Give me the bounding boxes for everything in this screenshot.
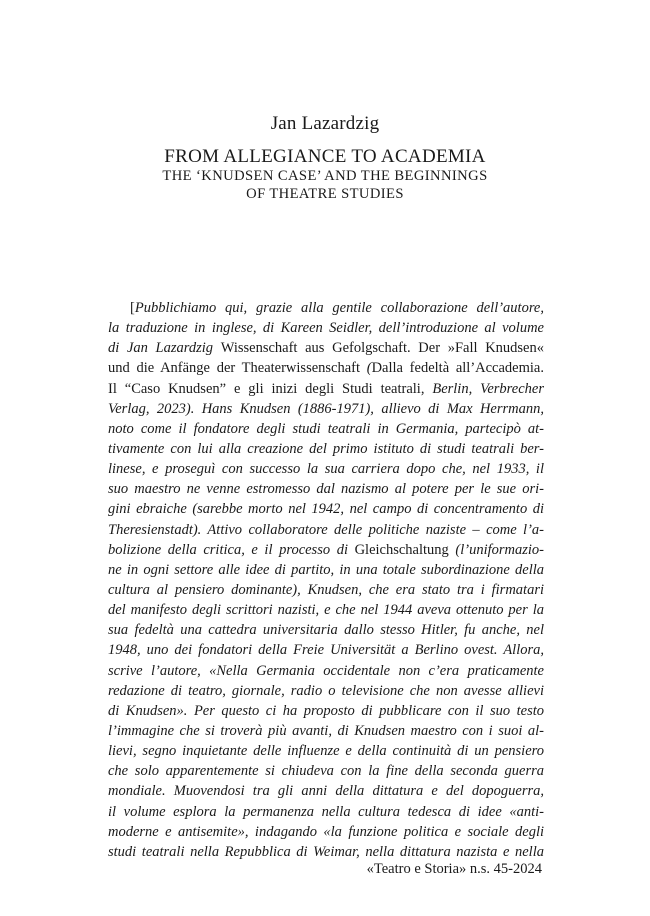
text-run: di Knudsen». Per questo ci ha proposto di pubblicare con il suo testo bbox=[108, 702, 544, 719]
text-run: noto come il fondatore degli studi teatrali in Germania, partecipò at- bbox=[108, 420, 544, 437]
text-run: 1948, uno dei fondatori della Freie Universität a Berlino ovest. Allora, bbox=[108, 642, 544, 659]
text-line bbox=[108, 439, 544, 459]
text-line bbox=[108, 721, 544, 741]
text-line bbox=[108, 520, 544, 540]
text-run: scrive l’autore, «Nella Germania occidentale non c’era praticamente bbox=[108, 662, 544, 679]
text-line bbox=[108, 781, 544, 801]
text-run: la traduzione in inglese, di Kareen Seidler, dell’introduzione al volume bbox=[108, 320, 544, 337]
text-line bbox=[108, 701, 544, 721]
text-run: del manifesto degli scrittori nazisti, e che nel 1944 aveva ottenuto per la bbox=[108, 602, 544, 619]
text-line bbox=[108, 540, 544, 560]
journal-citation: «Teatro e Storia» n.s. 45-2024 bbox=[366, 861, 542, 877]
text-line bbox=[108, 479, 544, 499]
text-line bbox=[108, 358, 544, 378]
text-run: und die Anfänge der Theaterwissenschaft bbox=[108, 360, 367, 377]
text-run: l’immagine che si troverà più avanti, di Knudsen maestro con i suoi al- bbox=[108, 722, 544, 739]
text-run: Berlin, Verbrecher bbox=[432, 380, 544, 397]
text-line bbox=[108, 399, 544, 419]
text-run: Wissenschaft aus Gefolgschaft. Der »Fall Knudsen« bbox=[220, 340, 544, 357]
text-run: linese, e proseguì con successo la sua carriera dopo che, nel 1933, il bbox=[108, 461, 544, 478]
text-line bbox=[108, 499, 544, 519]
text-line bbox=[108, 580, 544, 600]
text-run: di Jan Lazardzig bbox=[108, 340, 221, 357]
text-line bbox=[108, 560, 544, 580]
text-run: che solo apparentemente si chiudeva con la fine della seconda guerra bbox=[108, 763, 544, 780]
editorial-note-paragraph bbox=[108, 298, 544, 862]
text-run: ne in ogni settore alle idee di partito, in una totale subordinazione della bbox=[108, 561, 544, 578]
text-line bbox=[108, 379, 544, 399]
text-run: ( bbox=[366, 360, 372, 377]
text-line bbox=[108, 822, 544, 842]
text-run: bolizione della critica, e il processo di bbox=[108, 541, 355, 558]
text-line bbox=[108, 661, 544, 681]
text-run: Gleichschaltung bbox=[354, 541, 449, 558]
text-run: lievi, segno inquietante delle influenze e della continuità di un pensiero bbox=[108, 743, 544, 760]
text-line bbox=[108, 459, 544, 479]
text-line bbox=[108, 761, 544, 781]
text-run: Verlag, 2023). Hans Knudsen (1886-1971), allievo di Max Herrmann, bbox=[108, 400, 544, 417]
text-run: cultura al pensiero dominante), Knudsen, che era stato tra i firmatari bbox=[108, 581, 544, 598]
text-run: il volume esplora la permanenza nella cultura tedesca di idee «anti- bbox=[108, 803, 544, 820]
text-line bbox=[108, 681, 544, 701]
text-line bbox=[108, 741, 544, 761]
text-run: gini ebraiche (sarebbe morto nel 1942, nel campo di concentramento di bbox=[108, 501, 544, 518]
text-run: [ bbox=[130, 300, 135, 316]
text-line bbox=[108, 802, 544, 822]
text-run: moderne e antisemite», indagando «la funzione politica e sociale degli bbox=[108, 823, 544, 840]
text-line bbox=[108, 600, 544, 620]
text-run: suo maestro ne venne estromesso dal nazismo al potere per le sue ori- bbox=[108, 481, 544, 498]
article-subtitle-line-2: OF THEATRE STUDIES bbox=[246, 186, 404, 202]
text-run: tivamente con lui alla creazione del primo istituto di studi teatrali ber- bbox=[108, 440, 544, 457]
text-run: Il “Caso Knudsen” e gli inizi degli Studi teatrali, bbox=[108, 380, 433, 397]
text-line bbox=[108, 298, 544, 318]
text-line bbox=[108, 620, 544, 640]
article-title: FROM ALLEGIANCE TO ACADEMIA bbox=[164, 146, 486, 167]
author-name: Jan Lazardzig bbox=[270, 113, 380, 134]
text-line bbox=[108, 318, 544, 338]
text-line bbox=[108, 640, 544, 660]
text-run: Pubblichiamo qui, grazie alla gentile collaborazione dell’autore, bbox=[134, 300, 544, 316]
text-line bbox=[108, 842, 544, 862]
text-run: sua fedeltà una cattedra universitaria dallo stesso Hitler, fu anche, nel bbox=[108, 622, 544, 639]
text-run: Dalla fedeltà all’Accademia. bbox=[371, 360, 544, 377]
text-run: mondiale. Muovendosi tra gli anni della dittatura e del dopoguerra, bbox=[108, 783, 544, 800]
text-run: studi teatrali nella Repubblica di Weimar, nella dittatura nazista e nella bbox=[108, 843, 544, 860]
article-subtitle-line-1: THE ‘KNUDSEN CASE’ AND THE BEGINNINGS bbox=[162, 168, 488, 184]
text-line bbox=[108, 419, 544, 439]
text-line bbox=[108, 338, 544, 358]
text-run: (l’uniformazio- bbox=[448, 541, 544, 558]
text-run: redazione di teatro, giornale, radio o televisione che non avesse allievi bbox=[108, 682, 544, 699]
text-run: Theresienstadt). Attivo collaboratore delle politiche naziste – come l’a- bbox=[108, 521, 544, 538]
